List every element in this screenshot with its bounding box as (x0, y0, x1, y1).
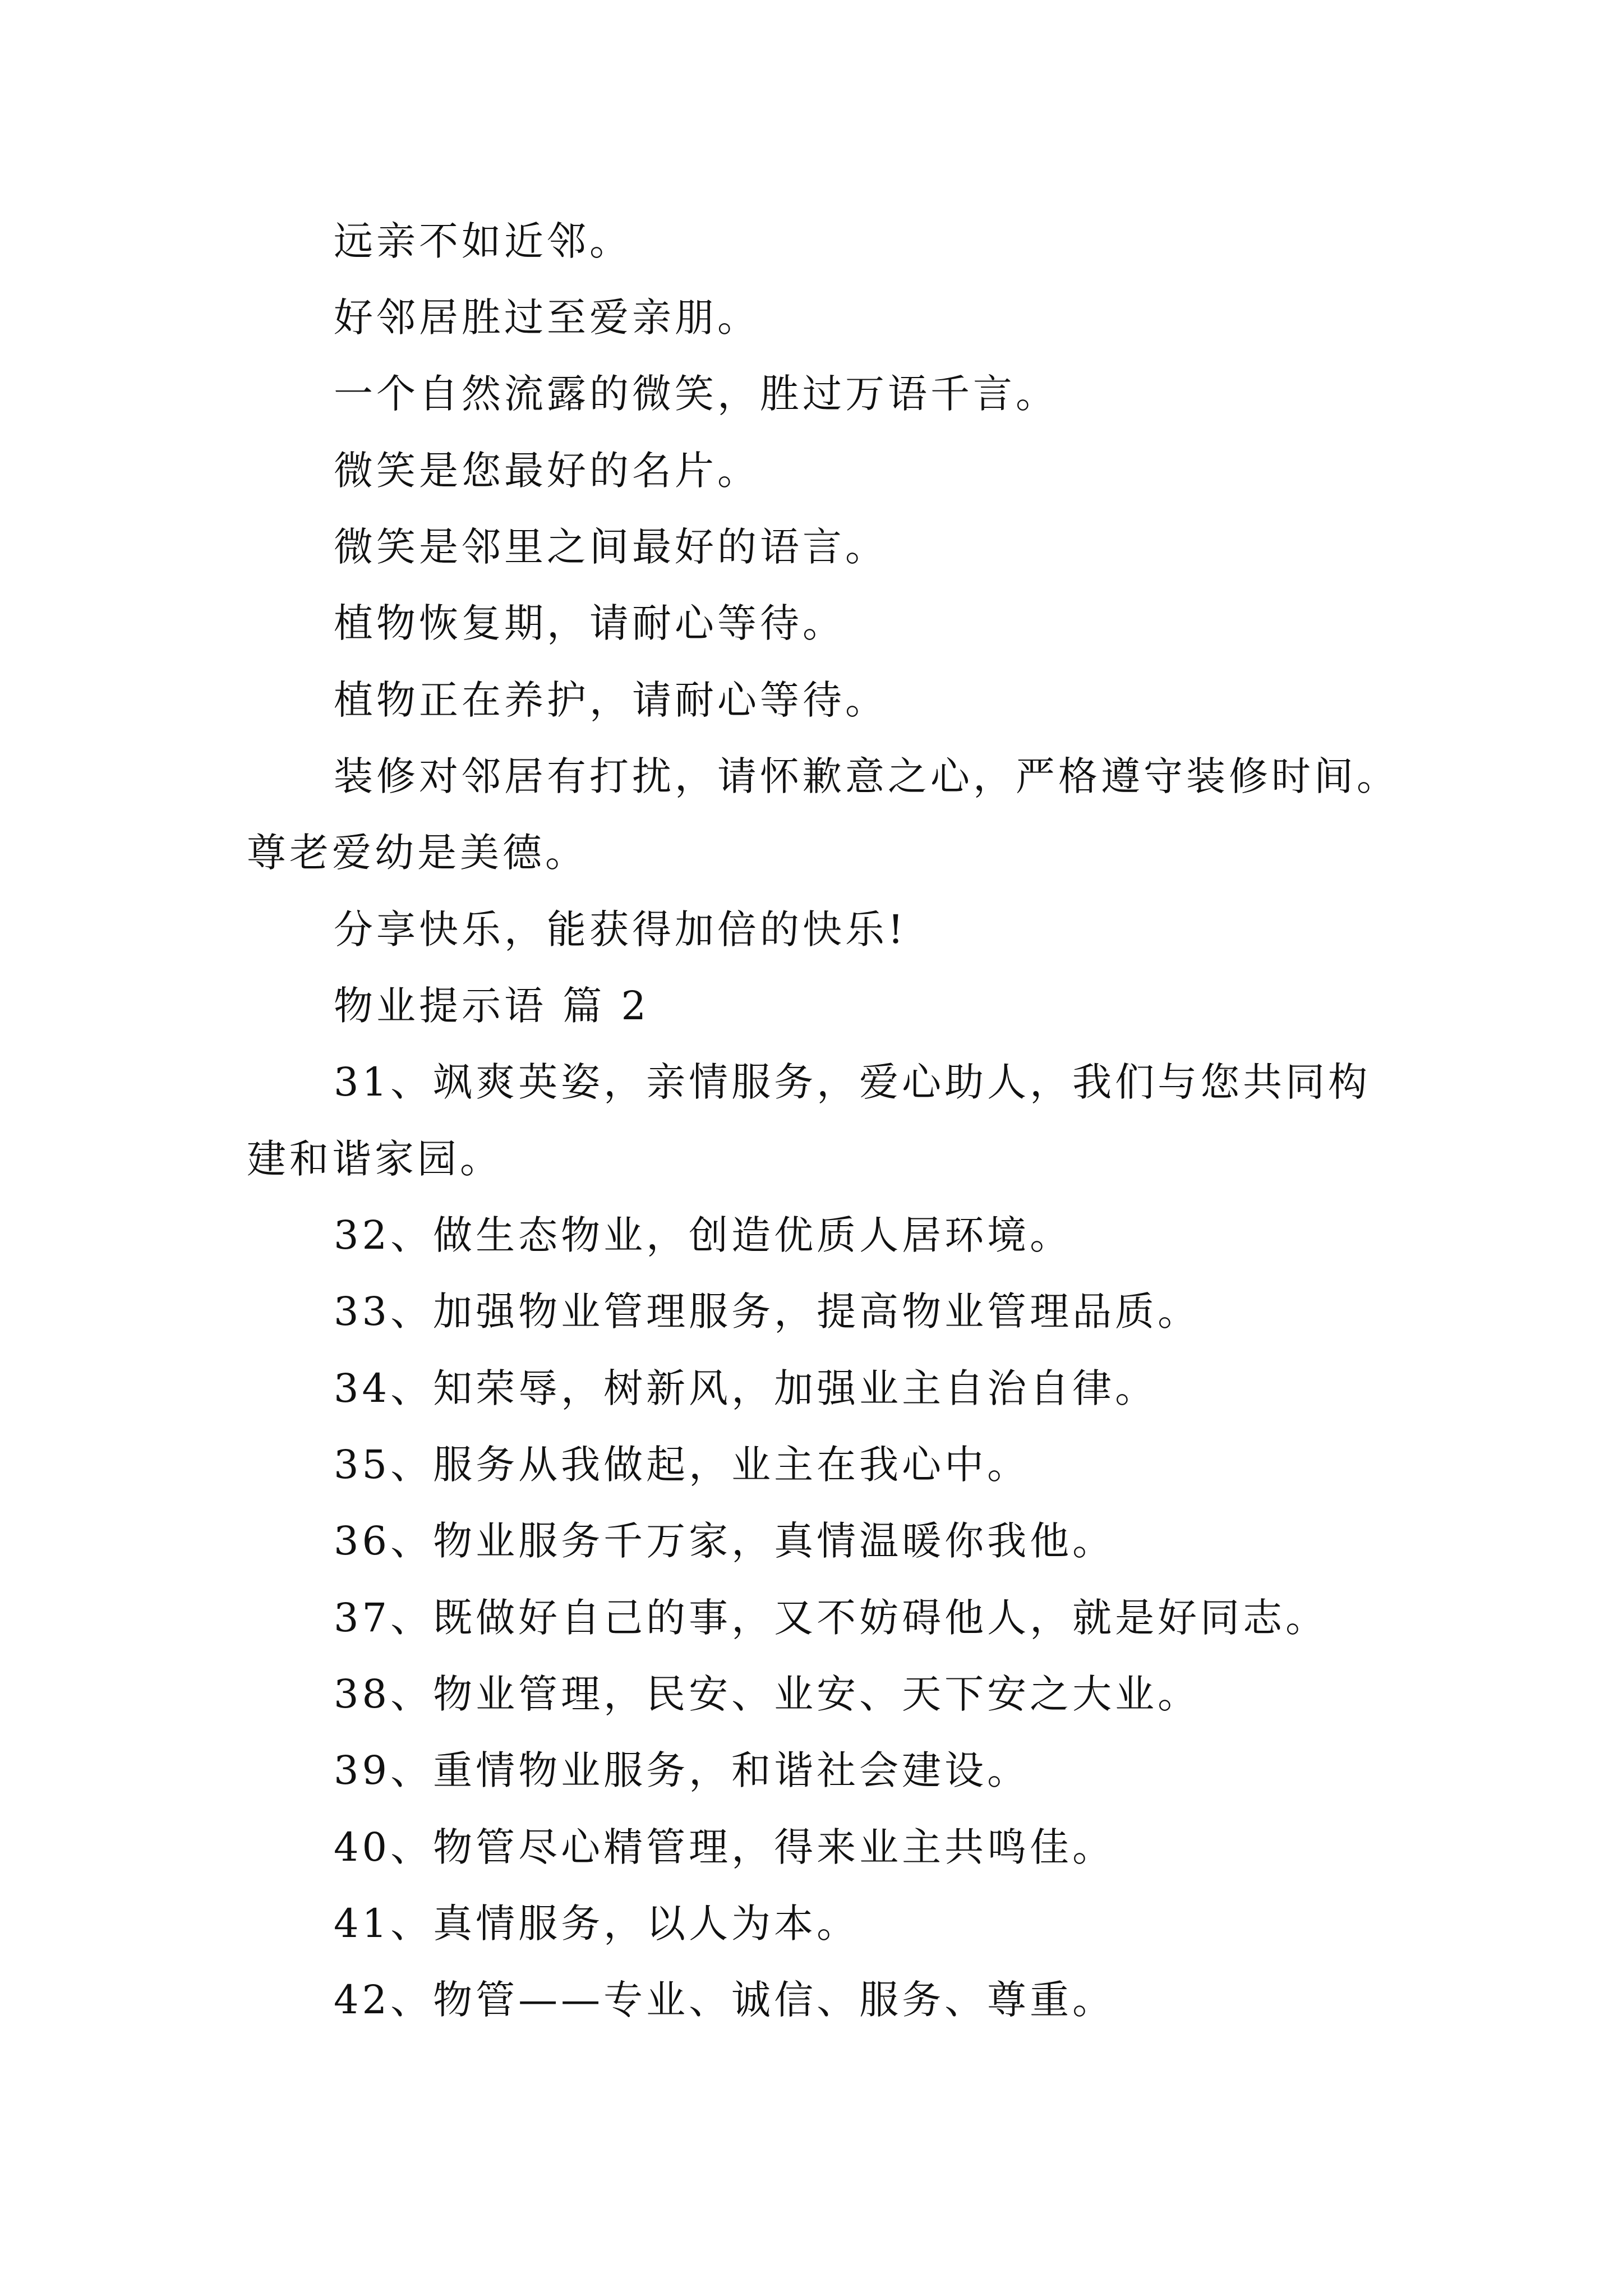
text-line: 36、物业服务千万家，真情温暖你我他。 (334, 1518, 1115, 1564)
text-line: 42、物管——专业、诚信、服务、尊重。 (334, 1977, 1115, 2023)
text-line: 尊老爱幼是美德。 (247, 830, 588, 876)
text-line: 38、物业管理，民安、业安、天下安之大业。 (334, 1671, 1201, 1717)
text-line: 一个自然流露的微笑，胜过万语千言。 (334, 371, 1058, 417)
text-line: 微笑是邻里之间最好的语言。 (334, 524, 888, 570)
text-line: 31、飒爽英姿，亲情服务，爱心助人，我们与您共同构 (334, 1059, 1371, 1105)
text-line: 41、真情服务，以人为本。 (334, 1901, 860, 1947)
text-line: 37、既做好自己的事，又不妨碍他人，就是好同志。 (334, 1595, 1329, 1641)
text-line: 建和谐家园。 (247, 1136, 502, 1182)
text-line: 34、知荣辱，树新风，加强业主自治自律。 (334, 1365, 1158, 1411)
text-line: 微笑是您最好的名片。 (334, 448, 760, 494)
section-heading: 物业提示语 篇 2 (334, 983, 650, 1029)
text-line: 39、重情物业服务，和谐社会建设。 (334, 1747, 1030, 1793)
text-line: 植物正在养护，请耐心等待。 (334, 677, 888, 723)
text-line: 装修对邻居有打扰，请怀歉意之心，严格遵守装修时间。 (334, 753, 1399, 799)
text-line: 32、做生态物业，创造优质人居环境。 (334, 1212, 1073, 1258)
text-line: 好邻居胜过至爱亲朋。 (334, 295, 760, 341)
text-line: 33、加强物业管理服务，提高物业管理品质。 (334, 1289, 1201, 1335)
text-line: 分享快乐，能获得加倍的快乐! (334, 907, 907, 953)
text-line: 40、物管尽心精管理，得来业主共鸣佳。 (334, 1824, 1115, 1870)
text-line: 植物恢复期，请耐心等待。 (334, 600, 845, 646)
text-line: 35、服务从我做起，业主在我心中。 (334, 1442, 1030, 1488)
text-line: 远亲不如近邻。 (334, 218, 632, 264)
